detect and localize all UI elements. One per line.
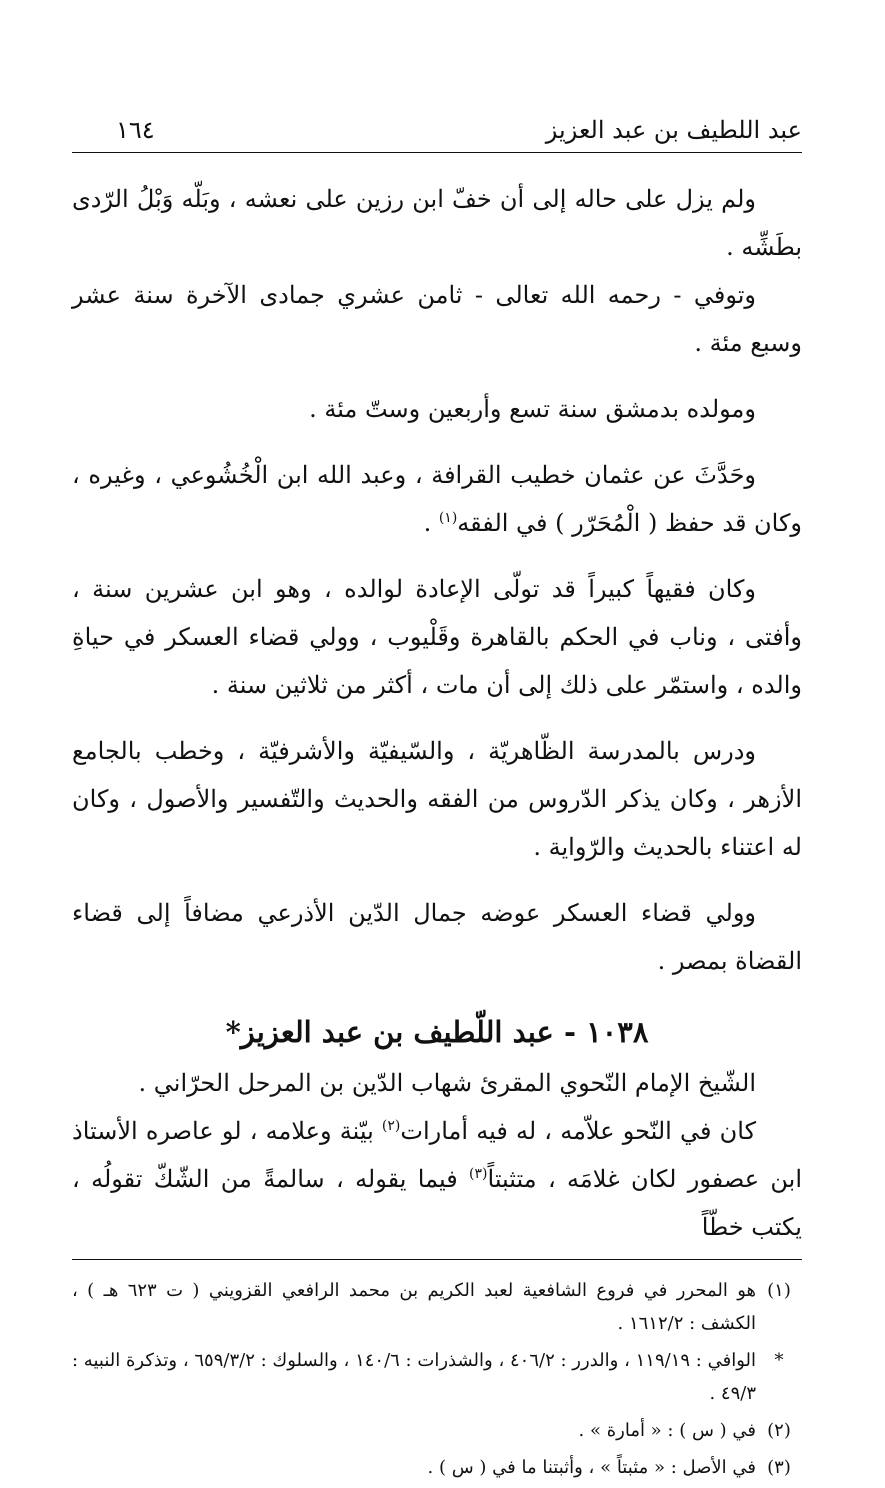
footnote-ref-3: (٣) [469,1166,488,1182]
paragraph-2: وتوفي - رحمه الله تعالى - ثامن عشري جمادى الآخرة سنة عشر وسبع مئة . [72,281,802,357]
paragraph-7: وولي قضاء العسكر عوضه جمال الدّين الأذرعي مضافاً إلى قضاء القضاة بمصر . [72,899,802,975]
entry-heading: ١٠٣٨ - عبد اللّطيف بن عبد العزيز* [225,1015,649,1049]
entry-paragraph-2-b: بيّنة وعلامه ، لو عاصره الأستاذ ابن عصفور لكان غلامَه ، متثبتاً [72,1117,802,1193]
footnotes [72,1259,802,1484]
footnote-marker: (٢) [767,1420,791,1441]
footnote-ref-2: (٢) [381,1118,401,1134]
main-text [72,175,802,1251]
paragraph-4 [72,451,802,547]
footnote [72,1414,802,1447]
running-title: عبد اللطيف بن عبد العزيز [545,116,802,144]
footnote-text: هو المحرر في فروع الشافعية لعبد الكريم بن محمد الرافعي القزويني ( ت ٦٢٣ هـ ) ، الكشف : ١٦١٢/٢ . [72,1280,757,1334]
entry-paragraph-2 [72,1107,802,1251]
footnote [72,1274,802,1340]
footnote [72,1451,802,1484]
running-header [72,108,802,153]
paragraph-3: ومولده بدمشق سنة تسع وأربعين وستّ مئة . [309,395,756,423]
footnote-marker: * [774,1350,784,1371]
footnote-marker: (١) [767,1280,791,1301]
footnote-marker: (٣) [767,1457,791,1478]
entry-paragraph-2-a: كان في النّحو علاّمه ، له فيه أمارات [400,1117,756,1145]
paragraph-4-end: . [423,509,439,537]
paragraph-6: ودرس بالمدرسة الظّاهريّة ، والسّيفيّة والأشرفيّة ، وخطب بالجامع الأزهر ، وكان يذكر الدّروس من الفقه والحديث والتّفسير والأصول ، وكان له اعتناء بالحديث والرّواية . [72,737,803,861]
footnote-text: الوافي : ١١٩/١٩ ، والدرر : ٤٠٦/٢ ، والشذرات : ١٤٠/٦ ، والسلوك : ٦٥٩/٣/٢ ، وتذكرة النبيه : ٤٩/٣ . [72,1350,756,1404]
footnote-ref-1: (١) [438,510,458,526]
entry-paragraph-2-c: فيما يقوله ، سالمةً من الشّكّ تقولُه ، يكتب خطّاً [72,1165,802,1241]
footnote-text: في الأصل : « مثبتاً » ، وأثبتنا ما في ( س ) . [427,1457,756,1478]
book-page [72,108,802,1488]
paragraph-4-text: وحَدَّثَ عن عثمان خطيب القرافة ، وعبد الله ابن الْخُشُوعي ، وغيره ، وكان قد حفظ ( الْمُحَرّر ) في الفقه [72,461,802,537]
page-number: ١٦٤ [116,116,155,144]
footnote-text: في ( س ) : « أمارة » . [578,1420,756,1441]
paragraph-1: ولم يزل على حاله إلى أن خفّ ابن رزين على نعشه ، وبَلّه وَبْلُ الرّدى بطَشِّه . [72,185,802,261]
footnote [72,1344,802,1410]
entry-paragraph-1: الشّيخ الإمام النّحوي المقرئ شهاب الدّين بن المرحل الحرّاني . [138,1069,756,1097]
paragraph-5: وكان فقيهاً كبيراً قد تولّى الإعادة لوالده ، وهو ابن عشرين سنة ، وأفتى ، وناب في الحكم بالقاهرة وقَلْيوب ، وولي قضاء العسكر في حياةِ والده ، واستمّر على ذلك إلى أن مات ، أكثر من ثلاثين سنة . [72,575,802,699]
